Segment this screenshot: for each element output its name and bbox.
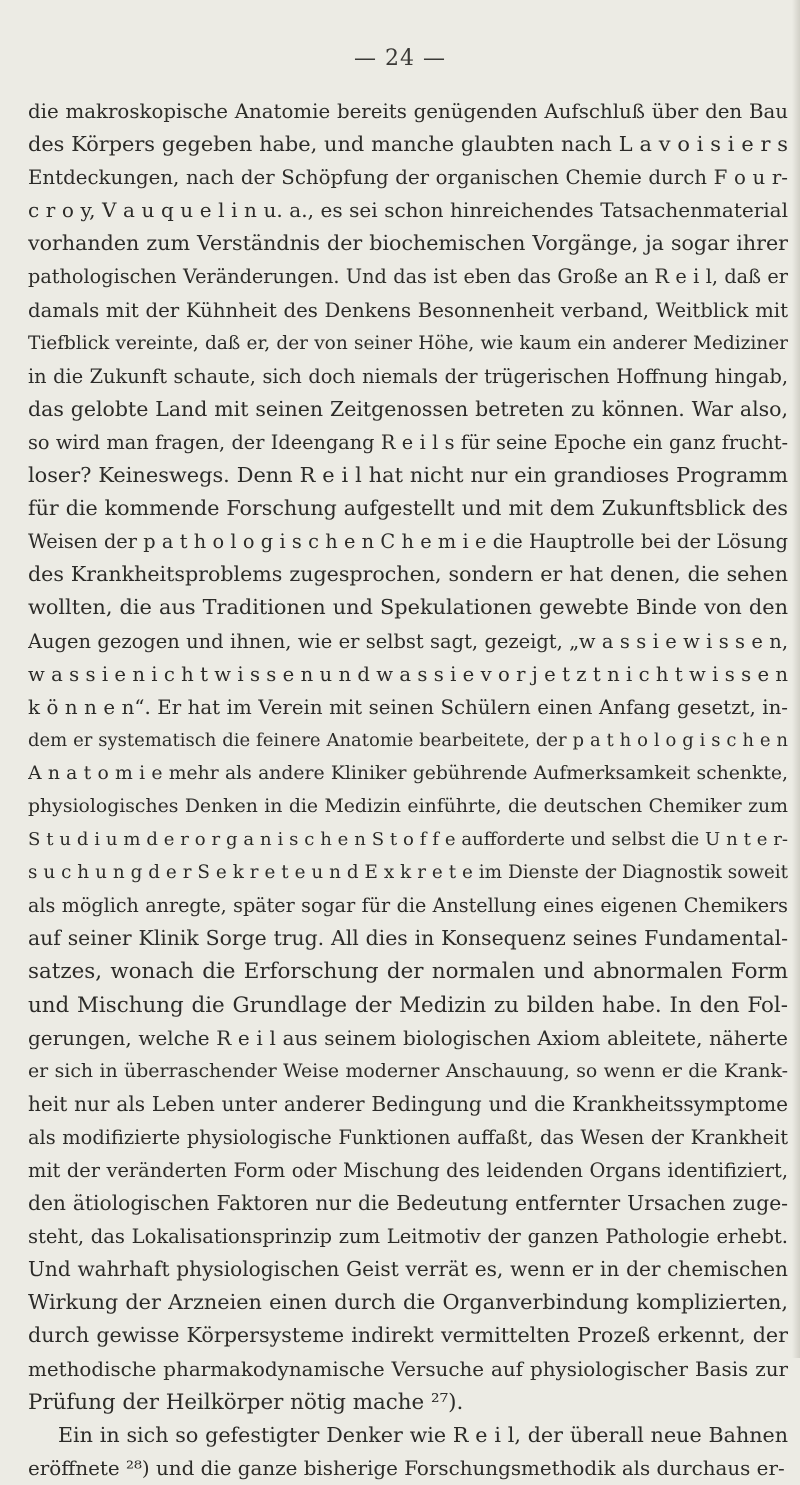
- text-line: und Mischung die Grundlage der Medizin zu bilden habe. In den Fol-: [28, 992, 788, 1018]
- text-line: c r o y, V a u q u e l i n u. a., es sei schon hinreichendes Tatsachenmaterial: [28, 198, 788, 223]
- text-line: durch gewisse Körpersysteme indirekt vermittelten Prozeß erkennt, der: [28, 1323, 788, 1348]
- text-line: er sich in überraschender Weise moderner Anschauung, so wenn er die Krank-: [28, 1059, 788, 1082]
- text-body: [28, 95, 788, 1485]
- text-line: des Körpers gegeben habe, und manche glaubten nach L a v o i s i e r s: [28, 132, 788, 157]
- text-line: methodische pharmakodynamische Versuche auf physiologischer Basis zur: [28, 1357, 788, 1381]
- text-line: als modifizierte physiologische Funktionen auffaßt, das Wesen der Krankheit: [28, 1125, 788, 1149]
- page-number: — 24 —: [354, 46, 446, 71]
- text-line: pathologischen Veränderungen. Und das ist eben das Große an R e i l, daß er: [28, 265, 788, 289]
- text-line: damals mit der Kühnheit des Denkens Besonnenheit verband, Weitblick mit: [28, 298, 788, 322]
- text-line: satzes, wonach die Erforschung der normalen und abnormalen Form: [28, 959, 788, 985]
- text-line: dem er systematisch die feinere Anatomie bearbeitete, der p a t h o l o g i s c h e n: [28, 729, 788, 751]
- text-line: wollten, die aus Traditionen und Spekulationen gewebte Binde von den: [28, 595, 788, 620]
- text-line: das gelobte Land mit seinen Zeitgenossen betreten zu können. War also,: [28, 396, 788, 421]
- text-line: eröffnete ²⁸) und die ganze bisherige Forschungsmethodik als durchaus er-: [28, 1456, 785, 1480]
- text-line: steht, das Lokalisationsprinzip zum Leitmotiv der ganzen Pathologie erhebt.: [28, 1225, 788, 1249]
- text-line: Ein in sich so gefestigter Denker wie R e i l, der überall neue Bahnen: [58, 1422, 788, 1447]
- text-line: in die Zukunft schaute, sich doch niemals der trügerischen Hoffnung hingab,: [28, 364, 788, 388]
- text-line: die makroskopische Anatomie bereits genügenden Aufschluß über den Bau: [28, 100, 788, 123]
- text-line: A n a t o m i e mehr als andere Kliniker gebührende Aufmerksamkeit schenkte,: [28, 762, 788, 784]
- text-line: S t u d i u m d e r o r g a n i s c h e n S t o f f e aufforderte und selbst die U n t e r-: [28, 829, 788, 851]
- text-line: mit der veränderten Form oder Mischung des leidenden Organs identifiziert,: [28, 1159, 788, 1182]
- text-line: so wird man fragen, der Ideengang R e i l s für seine Epoche ein ganz frucht-: [28, 430, 788, 454]
- text-line: gerungen, welche R e i l aus seinem biologischen Axiom ableitete, näherte: [28, 1025, 788, 1050]
- text-line: Augen gezogen und ihnen, wie er selbst sagt, gezeigt, „w a s s i e w i s s e n,: [28, 629, 788, 653]
- text-line: als möglich anregte, später sogar für die Anstellung eines eigenen Chemikers: [28, 894, 788, 918]
- text-line: den ätiologischen Faktoren nur die Bedeutung entfernter Ursachen zuge-: [28, 1191, 788, 1216]
- text-line: Tiefblick vereinte, daß er, der von seiner Höhe, wie kaum ein anderer Mediziner: [28, 332, 788, 354]
- text-line: Weisen der p a t h o l o g i s c h e n C h e m i e die Hauptrolle bei der Lösung: [28, 530, 788, 554]
- text-line: k ö n n e n“. Er hat im Verein mit seinen Schülern einen Anfang gesetzt, in-: [28, 695, 788, 719]
- text-line: Prüfung der Heilkörper nötig mache ²⁷).: [28, 1389, 464, 1415]
- text-line: w a s s i e n i c h t w i s s e n u n d w a s s i e v o r j e t z t n i c h t w i s s e n: [28, 662, 788, 686]
- text-line: auf seiner Klinik Sorge trug. All dies in Konsequenz seines Fundamental-: [28, 926, 788, 951]
- text-line: für die kommende Forschung aufgestellt und mit dem Zukunftsblick des: [28, 496, 788, 521]
- text-line: Entdeckungen, nach der Schöpfung der organischen Chemie durch F o u r-: [28, 166, 788, 190]
- text-line: Und wahrhaft physiologischen Geist verrät es, wenn er in der chemischen: [28, 1257, 788, 1282]
- text-line: loser? Keineswegs. Denn R e i l hat nicht nur ein grandioses Programm: [28, 463, 788, 488]
- text-line: des Krankheitsproblems zugesprochen, sondern er hat denen, die sehen: [28, 562, 788, 587]
- text-line: vorhanden zum Verständnis der biochemischen Vorgänge, ja sogar ihrer: [28, 231, 788, 256]
- text-line: Wirkung der Arzneien einen durch die Organverbindung komplizierten,: [28, 1290, 788, 1315]
- page-edge-shadow: [792, 0, 800, 1358]
- text-line: heit nur als Leben unter anderer Bedingung und die Krankheitssymptome: [28, 1091, 788, 1116]
- text-line: physiologisches Denken in die Medizin einführte, die deutschen Chemiker zum: [28, 795, 788, 817]
- text-line: s u c h u n g d e r S e k r e t e u n d E x k r e t e im Dienste der Diagnostik soweit: [28, 862, 788, 884]
